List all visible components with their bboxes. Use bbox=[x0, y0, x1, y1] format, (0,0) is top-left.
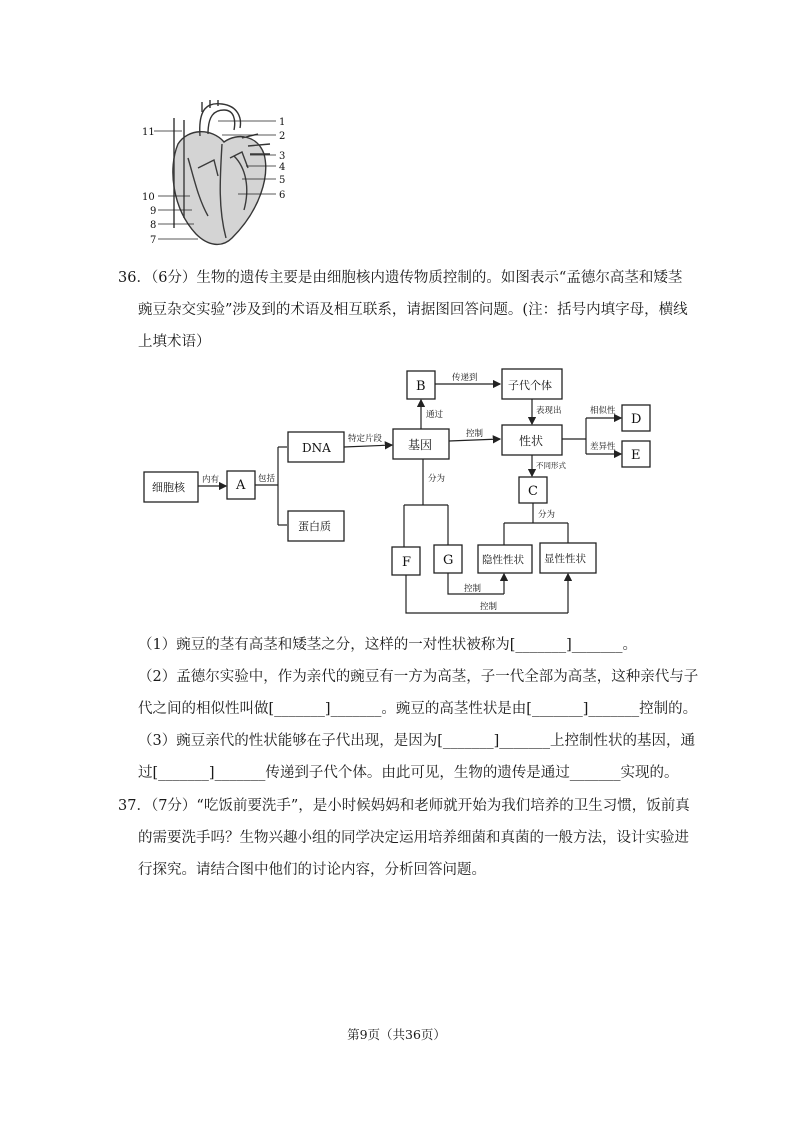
edge-through: 通过 bbox=[426, 410, 444, 420]
heart-label-9: 9 bbox=[150, 206, 157, 217]
heart-label-6: 6 bbox=[279, 190, 286, 201]
edge-split-2: 分为 bbox=[538, 510, 556, 520]
edge-inside: 内有 bbox=[202, 475, 220, 485]
q37-line-2: 的需要洗手吗？生物兴趣小组的同学决定运用培养细菌和真菌的一般方法，设计实验进 bbox=[138, 830, 689, 846]
node-c: C bbox=[528, 484, 538, 499]
q36-sub1: （1）豌豆的茎有高茎和矮茎之分，这样的一对性状被称为[_______]_______。 bbox=[138, 637, 638, 653]
edge-passto: 传递到 bbox=[452, 373, 478, 383]
q36-sub3-line-2: 过[_______]_______传递到子代个体。由此可见，生物的遗传是通过_______实现的。 bbox=[138, 765, 679, 781]
heart-label-7: 7 bbox=[150, 235, 157, 246]
node-g: G bbox=[443, 553, 454, 568]
q36-sub2-line-1: （2）孟德尔实验中，作为亲代的豌豆有一方为高茎，子一代全部为高茎，这种亲代与子 bbox=[138, 669, 699, 685]
node-nucleus: 细胞核 bbox=[152, 481, 185, 494]
heart-diagram bbox=[138, 98, 298, 250]
edge-control-3: 控制 bbox=[480, 602, 498, 612]
heart-label-3: 3 bbox=[279, 151, 286, 162]
edge-forms: 不同形式 bbox=[536, 461, 566, 470]
node-offspring: 子代个体 bbox=[508, 379, 552, 392]
node-b: B bbox=[416, 379, 426, 394]
node-recessive: 隐性性状 bbox=[482, 554, 524, 566]
node-gene: 基因 bbox=[408, 438, 433, 452]
heart-label-8: 8 bbox=[150, 220, 157, 231]
edge-control-2: 控制 bbox=[464, 584, 482, 594]
node-a: A bbox=[236, 478, 246, 493]
q36-sub3-line-1: （3）豌豆亲代的性状能够在子代出现，是因为[_______]_______上控制性状的基因，通 bbox=[138, 733, 696, 749]
heredity-flow-diagram bbox=[138, 365, 663, 617]
heart-label-4: 4 bbox=[279, 162, 286, 173]
node-d: D bbox=[631, 412, 642, 427]
edge-control-1: 控制 bbox=[466, 429, 484, 439]
heart-label-5: 5 bbox=[279, 175, 286, 186]
q37-line-3: 行探究。请结合图中他们的讨论内容，分析回答问题。 bbox=[138, 862, 486, 878]
edge-express: 表现出 bbox=[536, 406, 562, 416]
heart-label-10: 10 bbox=[142, 192, 155, 203]
edge-similar: 相似性 bbox=[590, 406, 616, 416]
page-footer: 第9页（共36页） bbox=[347, 1027, 446, 1042]
q37-line-1: 37．（7分）“吃饭前要洗手”，是小时候妈妈和老师就开始为我们培养的卫生习惯，饭前真 bbox=[118, 798, 690, 814]
node-f: F bbox=[402, 555, 412, 570]
edge-include: 包括 bbox=[258, 474, 276, 484]
edge-segment: 特定片段 bbox=[348, 434, 383, 444]
heart-label-2: 2 bbox=[279, 131, 286, 142]
node-protein: 蛋白质 bbox=[298, 520, 331, 533]
node-dna: DNA bbox=[302, 441, 331, 455]
node-e: E bbox=[631, 448, 641, 463]
node-trait: 性状 bbox=[519, 434, 544, 448]
node-dominant: 显性性状 bbox=[544, 553, 586, 565]
heart-label-11: 11 bbox=[142, 127, 155, 138]
q36-line-3: 上填术语） bbox=[138, 334, 211, 350]
q36-line-1: 36．（6分）生物的遗传主要是由细胞核内遗传物质控制的。如图表示“孟德尔高茎和矮茎 bbox=[118, 270, 683, 286]
edge-split-1: 分为 bbox=[428, 474, 446, 484]
q36-line-2: 豌豆杂交实验”涉及到的术语及相互联系，请据图回答问题。(注：括号内填字母，横线 bbox=[138, 302, 688, 318]
edge-differ: 差异性 bbox=[590, 442, 616, 452]
q36-sub2-line-2: 代之间的相似性叫做[_______]_______。豌豆的高茎性状是由[_______]_______控制的。 bbox=[138, 701, 698, 717]
heart-label-1: 1 bbox=[279, 117, 286, 128]
